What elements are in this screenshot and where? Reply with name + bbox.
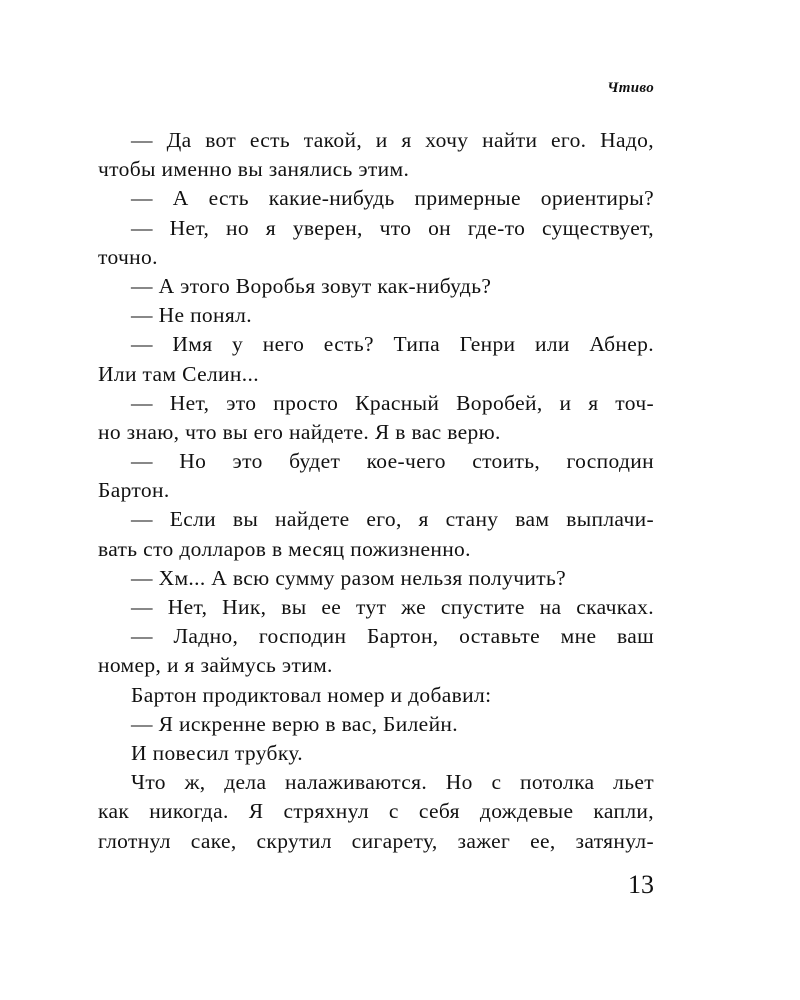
text-line: как никогда. Я стряхнул с себя дождевые капли, xyxy=(98,799,654,824)
text-line: — Но это будет кое-чего стоить, господин xyxy=(131,449,654,474)
text-line: — Если вы найдете его, я стану вам выплачи- xyxy=(131,507,654,532)
page-number: 13 xyxy=(628,870,654,899)
text-line: — А этого Воробья зовут как-нибудь? xyxy=(131,273,492,298)
text-line: — А есть какие-нибудь примерные ориентиры? xyxy=(131,186,654,211)
text-line: Бартон. xyxy=(98,478,170,503)
text-line: Что ж, дела налаживаются. Но с потолка льет xyxy=(131,770,654,795)
text-line: — Нет, Ник, вы ее тут же спустите на скачках. xyxy=(131,595,654,619)
text-line: — Я искренне верю в вас, Билейн. xyxy=(131,711,459,736)
text-line: глотнул саке, скрутил сигарету, зажег ее, затянул- xyxy=(98,828,654,853)
text-line: — Ладно, господин Бартон, оставьте мне ваш xyxy=(131,624,654,649)
text-line: — Да вот есть такой, и я хочу найти его. Надо, xyxy=(131,128,654,152)
running-header: Чтиво xyxy=(607,80,654,96)
text-line: точно. xyxy=(98,244,158,269)
text-line: но знаю, что вы его найдете. Я в вас верю. xyxy=(98,419,501,444)
text-line: — Хм... А всю сумму разом нельзя получить? xyxy=(131,565,567,590)
body-text xyxy=(98,126,654,856)
text-line: И повесил трубку. xyxy=(131,740,304,765)
text-line: номер, и я займусь этим. xyxy=(98,653,333,678)
text-line: Бартон продиктовал номер и добавил: xyxy=(131,682,492,707)
text-line: Или там Селин... xyxy=(98,361,259,386)
text-line: чтобы именно вы занялись этим. xyxy=(98,157,410,182)
text-line: — Нет, но я уверен, что он где-то существует, xyxy=(131,215,654,240)
text-line: — Не понял. xyxy=(131,303,252,328)
text-line: вать сто долларов в месяц пожизненно. xyxy=(98,536,471,561)
text-line: — Нет, это просто Красный Воробей, и я точ- xyxy=(131,390,654,415)
text-line: — Имя у него есть? Типа Генри или Абнер. xyxy=(131,332,654,357)
